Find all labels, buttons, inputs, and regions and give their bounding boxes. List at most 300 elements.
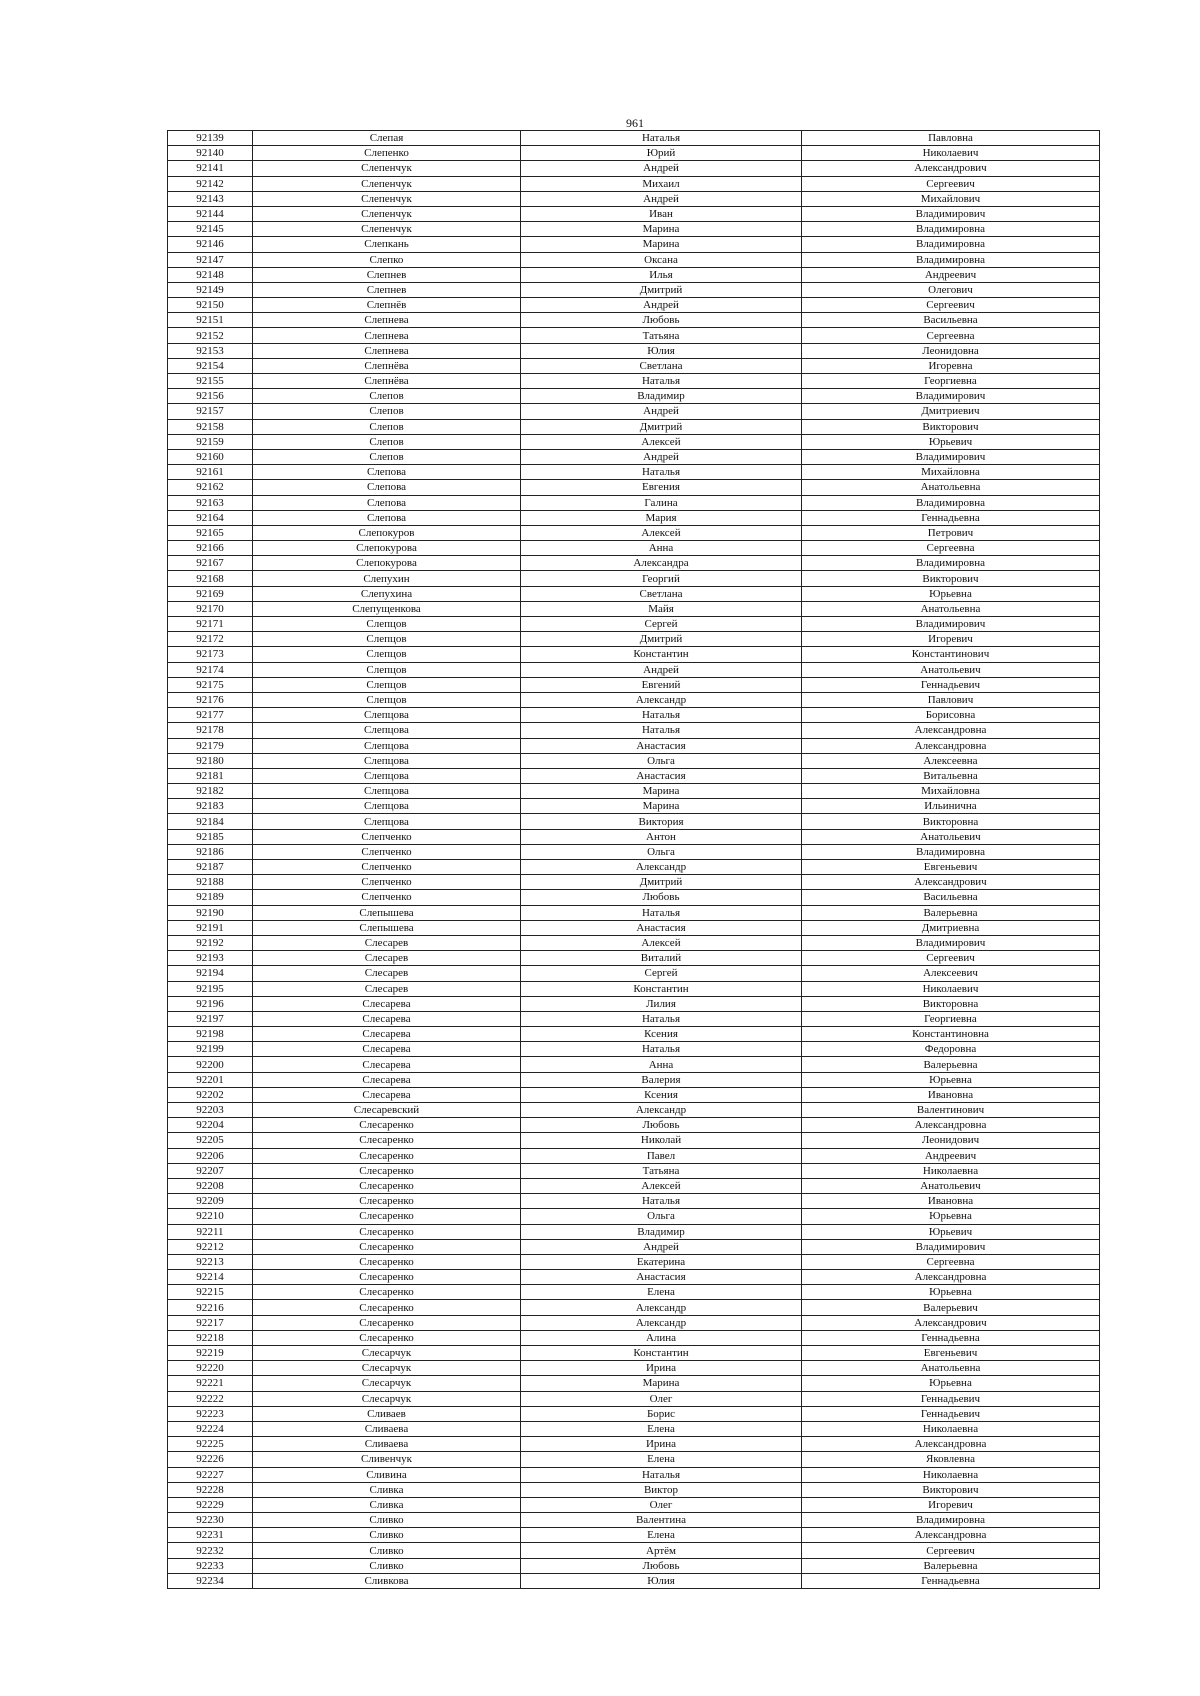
patronymic-cell: Алексеевич [802,966,1100,981]
table-row [168,328,1100,343]
record-number-cell: 92214 [168,1270,253,1285]
patronymic-cell: Александровна [802,1270,1100,1285]
table-row [168,358,1100,373]
table-row [168,1042,1100,1057]
surname-cell: Слепцова [253,753,521,768]
table-row [168,662,1100,677]
table-row [168,1558,1100,1573]
table-row [168,935,1100,950]
surname-cell: Слесарчук [253,1376,521,1391]
surname-cell: Слепцова [253,799,521,814]
first-name-cell: Валерия [521,1072,802,1087]
surname-cell: Сливаев [253,1406,521,1421]
table-body [168,131,1100,1589]
record-number-cell: 92223 [168,1406,253,1421]
first-name-cell: Марина [521,222,802,237]
patronymic-cell: Анатольевна [802,601,1100,616]
record-number-cell: 92232 [168,1543,253,1558]
surname-cell: Слесарева [253,1011,521,1026]
table-row [168,1057,1100,1072]
record-number-cell: 92228 [168,1482,253,1497]
patronymic-cell: Александровна [802,1118,1100,1133]
table-row [168,677,1100,692]
record-number-cell: 92141 [168,161,253,176]
first-name-cell: Любовь [521,890,802,905]
surname-cell: Слепышева [253,905,521,920]
record-number-cell: 92226 [168,1452,253,1467]
patronymic-cell: Анатольевич [802,1178,1100,1193]
first-name-cell: Константин [521,981,802,996]
patronymic-cell: Геннадьевич [802,1406,1100,1421]
patronymic-cell: Игоревич [802,632,1100,647]
first-name-cell: Ксения [521,1027,802,1042]
record-number-cell: 92163 [168,495,253,510]
surname-cell: Сливка [253,1482,521,1497]
patronymic-cell: Яковлевна [802,1452,1100,1467]
record-number-cell: 92167 [168,556,253,571]
patronymic-cell: Анатольевич [802,829,1100,844]
surname-cell: Сливина [253,1467,521,1482]
surname-cell: Слесарев [253,966,521,981]
first-name-cell: Илья [521,267,802,282]
first-name-cell: Михаил [521,176,802,191]
first-name-cell: Светлана [521,586,802,601]
table-row [168,1224,1100,1239]
patronymic-cell: Юрьевна [802,586,1100,601]
table-row [168,738,1100,753]
record-number-cell: 92162 [168,480,253,495]
patronymic-cell: Олегович [802,282,1100,297]
patronymic-cell: Юрьевич [802,1224,1100,1239]
table-row [168,298,1100,313]
table-row [168,1087,1100,1102]
record-number-cell: 92155 [168,374,253,389]
first-name-cell: Георгий [521,571,802,586]
patronymic-cell: Геннадьевна [802,510,1100,525]
patronymic-cell: Ивановна [802,1087,1100,1102]
surname-cell: Слесаренко [253,1300,521,1315]
surname-cell: Слесаренко [253,1315,521,1330]
table-row [168,1118,1100,1133]
surname-cell: Слепенчук [253,191,521,206]
table-row [168,343,1100,358]
table-row [168,1361,1100,1376]
first-name-cell: Юлия [521,1573,802,1588]
surname-cell: Слепова [253,510,521,525]
surname-cell: Слесаренко [253,1209,521,1224]
patronymic-cell: Николаевич [802,981,1100,996]
patronymic-cell: Юрьевна [802,1376,1100,1391]
surname-cell: Слепцов [253,692,521,707]
patronymic-cell: Михайловна [802,465,1100,480]
record-number-cell: 92197 [168,1011,253,1026]
patronymic-cell: Георгиевна [802,374,1100,389]
first-name-cell: Юрий [521,146,802,161]
surname-cell: Сливенчук [253,1452,521,1467]
table-row [168,875,1100,890]
first-name-cell: Алексей [521,1178,802,1193]
record-number-cell: 92220 [168,1361,253,1376]
record-number-cell: 92165 [168,525,253,540]
record-number-cell: 92209 [168,1194,253,1209]
first-name-cell: Наталья [521,465,802,480]
record-number-cell: 92230 [168,1513,253,1528]
patronymic-cell: Андреевич [802,1148,1100,1163]
table-row [168,996,1100,1011]
first-name-cell: Анна [521,1057,802,1072]
table-row [168,510,1100,525]
record-number-cell: 92202 [168,1087,253,1102]
surname-cell: Слепченко [253,844,521,859]
first-name-cell: Ольга [521,753,802,768]
first-name-cell: Павел [521,1148,802,1163]
first-name-cell: Анастасия [521,768,802,783]
table-row [168,723,1100,738]
first-name-cell: Наталья [521,1011,802,1026]
record-number-cell: 92204 [168,1118,253,1133]
first-name-cell: Оксана [521,252,802,267]
table-row [168,768,1100,783]
table-row [168,951,1100,966]
first-name-cell: Евгения [521,480,802,495]
table-row [168,1285,1100,1300]
record-number-cell: 92184 [168,814,253,829]
first-name-cell: Елена [521,1285,802,1300]
surname-cell: Сливка [253,1497,521,1512]
table-row [168,1254,1100,1269]
table-row [168,647,1100,662]
record-number-cell: 92193 [168,951,253,966]
table-row [168,1209,1100,1224]
patronymic-cell: Ивановна [802,1194,1100,1209]
first-name-cell: Екатерина [521,1254,802,1269]
surname-cell: Слепова [253,495,521,510]
table-row [168,176,1100,191]
record-number-cell: 92173 [168,647,253,662]
first-name-cell: Наталья [521,131,802,146]
first-name-cell: Марина [521,237,802,252]
patronymic-cell: Николаевна [802,1467,1100,1482]
first-name-cell: Любовь [521,313,802,328]
surname-cell: Слесарев [253,981,521,996]
record-number-cell: 92151 [168,313,253,328]
first-name-cell: Лилия [521,996,802,1011]
table-row [168,860,1100,875]
patronymic-cell: Михайлович [802,191,1100,206]
patronymic-cell: Викторович [802,571,1100,586]
patronymic-cell: Валерьевна [802,1558,1100,1573]
surname-cell: Слепченко [253,890,521,905]
table-row [168,708,1100,723]
record-number-cell: 92201 [168,1072,253,1087]
surname-cell: Слесаренко [253,1118,521,1133]
table-row [168,1011,1100,1026]
surname-cell: Слепова [253,465,521,480]
patronymic-cell: Викторович [802,419,1100,434]
first-name-cell: Елена [521,1421,802,1436]
patronymic-cell: Евгеньевич [802,1346,1100,1361]
surname-cell: Слепокурова [253,556,521,571]
surname-cell: Слепухин [253,571,521,586]
surname-cell: Слепнев [253,267,521,282]
surname-cell: Слепов [253,389,521,404]
patronymic-cell: Юрьевич [802,434,1100,449]
patronymic-cell: Владимирович [802,206,1100,221]
surname-cell: Слепов [253,434,521,449]
patronymic-cell: Александровна [802,1437,1100,1452]
table-row [168,784,1100,799]
surname-cell: Слепнева [253,328,521,343]
table-row [168,1528,1100,1543]
first-name-cell: Александр [521,1315,802,1330]
record-number-cell: 92154 [168,358,253,373]
surname-cell: Слесаренко [253,1330,521,1345]
record-number-cell: 92182 [168,784,253,799]
record-number-cell: 92196 [168,996,253,1011]
first-name-cell: Валентина [521,1513,802,1528]
surname-cell: Сливко [253,1513,521,1528]
patronymic-cell: Валерьевна [802,1057,1100,1072]
record-number-cell: 92171 [168,617,253,632]
first-name-cell: Виктор [521,1482,802,1497]
record-number-cell: 92140 [168,146,253,161]
record-number-cell: 92191 [168,920,253,935]
record-number-cell: 92194 [168,966,253,981]
surname-cell: Слепнева [253,313,521,328]
record-number-cell: 92217 [168,1315,253,1330]
first-name-cell: Марина [521,799,802,814]
record-number-cell: 92206 [168,1148,253,1163]
first-name-cell: Андрей [521,191,802,206]
surname-cell: Слепнёва [253,358,521,373]
table-row [168,829,1100,844]
table-row [168,1239,1100,1254]
patronymic-cell: Дмитриевич [802,404,1100,419]
first-name-cell: Наталья [521,905,802,920]
surname-cell: Слепченко [253,829,521,844]
first-name-cell: Наталья [521,708,802,723]
patronymic-cell: Николаевна [802,1421,1100,1436]
table-row [168,966,1100,981]
table-row [168,617,1100,632]
table-row [168,206,1100,221]
record-number-cell: 92156 [168,389,253,404]
table-row [168,1330,1100,1345]
table-row [168,920,1100,935]
surname-cell: Слепцов [253,662,521,677]
record-number-cell: 92218 [168,1330,253,1345]
record-number-cell: 92146 [168,237,253,252]
patronymic-cell: Анатольевна [802,480,1100,495]
first-name-cell: Антон [521,829,802,844]
table-row [168,753,1100,768]
first-name-cell: Олег [521,1391,802,1406]
surname-cell: Слесарчук [253,1391,521,1406]
table-row [168,404,1100,419]
surname-cell: Слепов [253,449,521,464]
table-row [168,419,1100,434]
surname-cell: Слепенчук [253,161,521,176]
table-row [168,1178,1100,1193]
patronymic-cell: Александровна [802,738,1100,753]
surname-cell: Слепенчук [253,206,521,221]
surname-cell: Слепцова [253,768,521,783]
surname-cell: Слепцова [253,814,521,829]
record-number-cell: 92168 [168,571,253,586]
patronymic-cell: Петрович [802,525,1100,540]
record-number-cell: 92160 [168,449,253,464]
first-name-cell: Алексей [521,935,802,950]
patronymic-cell: Евгеньевич [802,860,1100,875]
surname-cell: Слепцова [253,723,521,738]
table-row [168,844,1100,859]
record-number-cell: 92149 [168,282,253,297]
first-name-cell: Дмитрий [521,632,802,647]
record-number-cell: 92172 [168,632,253,647]
record-number-cell: 92158 [168,419,253,434]
first-name-cell: Наталья [521,1042,802,1057]
surname-cell: Слесарчук [253,1361,521,1376]
first-name-cell: Марина [521,1376,802,1391]
first-name-cell: Елена [521,1452,802,1467]
patronymic-cell: Валентинович [802,1103,1100,1118]
surname-cell: Слесаренко [253,1285,521,1300]
table-row [168,1376,1100,1391]
table-row [168,146,1100,161]
first-name-cell: Алексей [521,434,802,449]
first-name-cell: Елена [521,1528,802,1543]
surname-cell: Слепышева [253,920,521,935]
first-name-cell: Ольга [521,1209,802,1224]
first-name-cell: Анастасия [521,738,802,753]
table-row [168,1163,1100,1178]
surname-cell: Слепнёв [253,298,521,313]
record-number-cell: 92203 [168,1103,253,1118]
table-row [168,905,1100,920]
first-name-cell: Татьяна [521,1163,802,1178]
record-number-cell: 92161 [168,465,253,480]
surname-cell: Слепцова [253,738,521,753]
surname-cell: Слепцов [253,677,521,692]
record-number-cell: 92143 [168,191,253,206]
table-row [168,389,1100,404]
patronymic-cell: Геннадьевна [802,1573,1100,1588]
table-row [168,1573,1100,1588]
first-name-cell: Любовь [521,1558,802,1573]
record-number-cell: 92181 [168,768,253,783]
surname-cell: Слесарев [253,951,521,966]
first-name-cell: Андрей [521,1239,802,1254]
patronymic-cell: Викторовна [802,814,1100,829]
patronymic-cell: Игоревич [802,1497,1100,1512]
first-name-cell: Юлия [521,343,802,358]
patronymic-cell: Александровна [802,1528,1100,1543]
record-number-cell: 92180 [168,753,253,768]
table-row [168,1513,1100,1528]
table-row [168,632,1100,647]
patronymic-cell: Владимировна [802,237,1100,252]
surname-cell: Слесаренко [253,1163,521,1178]
surname-cell: Сливаева [253,1437,521,1452]
surname-cell: Слесаренко [253,1178,521,1193]
patronymic-cell: Константинович [802,647,1100,662]
page-number: 961 [626,116,644,130]
table-row [168,480,1100,495]
patronymic-cell: Федоровна [802,1042,1100,1057]
patronymic-cell: Павловна [802,131,1100,146]
patronymic-cell: Викторовна [802,996,1100,1011]
patronymic-cell: Сергеевна [802,541,1100,556]
patronymic-cell: Андреевич [802,267,1100,282]
patronymic-cell: Юрьевна [802,1285,1100,1300]
patronymic-cell: Константиновна [802,1027,1100,1042]
table-row [168,237,1100,252]
patronymic-cell: Сергеевич [802,298,1100,313]
surname-cell: Слесарчук [253,1346,521,1361]
patronymic-cell: Борисовна [802,708,1100,723]
record-number-cell: 92179 [168,738,253,753]
surname-cell: Слесарев [253,935,521,950]
patronymic-cell: Анатольевна [802,1361,1100,1376]
record-number-cell: 92176 [168,692,253,707]
patronymic-cell: Павлович [802,692,1100,707]
first-name-cell: Олег [521,1497,802,1512]
patronymic-cell: Владимирович [802,935,1100,950]
first-name-cell: Александра [521,556,802,571]
record-number-cell: 92199 [168,1042,253,1057]
first-name-cell: Анна [521,541,802,556]
record-number-cell: 92234 [168,1573,253,1588]
surname-cell: Слепнева [253,343,521,358]
record-number-cell: 92188 [168,875,253,890]
surname-cell: Слепченко [253,875,521,890]
record-number-cell: 92169 [168,586,253,601]
table-row [168,191,1100,206]
record-number-cell: 92174 [168,662,253,677]
record-number-cell: 92183 [168,799,253,814]
record-number-cell: 92164 [168,510,253,525]
patronymic-cell: Владимировна [802,556,1100,571]
table-row [168,814,1100,829]
surname-cell: Слесарева [253,1042,521,1057]
surname-cell: Слепцов [253,647,521,662]
first-name-cell: Андрей [521,662,802,677]
first-name-cell: Константин [521,1346,802,1361]
table-row [168,465,1100,480]
table-row [168,1027,1100,1042]
patronymic-cell: Сергеевна [802,328,1100,343]
table-row [168,981,1100,996]
table-row [168,1543,1100,1558]
patronymic-cell: Леонидовна [802,343,1100,358]
first-name-cell: Дмитрий [521,419,802,434]
table-row [168,890,1100,905]
surname-cell: Слепокуров [253,525,521,540]
record-number-cell: 92213 [168,1254,253,1269]
record-number-cell: 92211 [168,1224,253,1239]
surname-cell: Слепкань [253,237,521,252]
table-row [168,1346,1100,1361]
surname-cell: Слесаренко [253,1148,521,1163]
first-name-cell: Виктория [521,814,802,829]
table-row [168,495,1100,510]
patronymic-cell: Леонидович [802,1133,1100,1148]
first-name-cell: Андрей [521,161,802,176]
patronymic-cell: Михайловна [802,784,1100,799]
patronymic-cell: Сергеевич [802,951,1100,966]
record-number-cell: 92177 [168,708,253,723]
record-number-cell: 92144 [168,206,253,221]
